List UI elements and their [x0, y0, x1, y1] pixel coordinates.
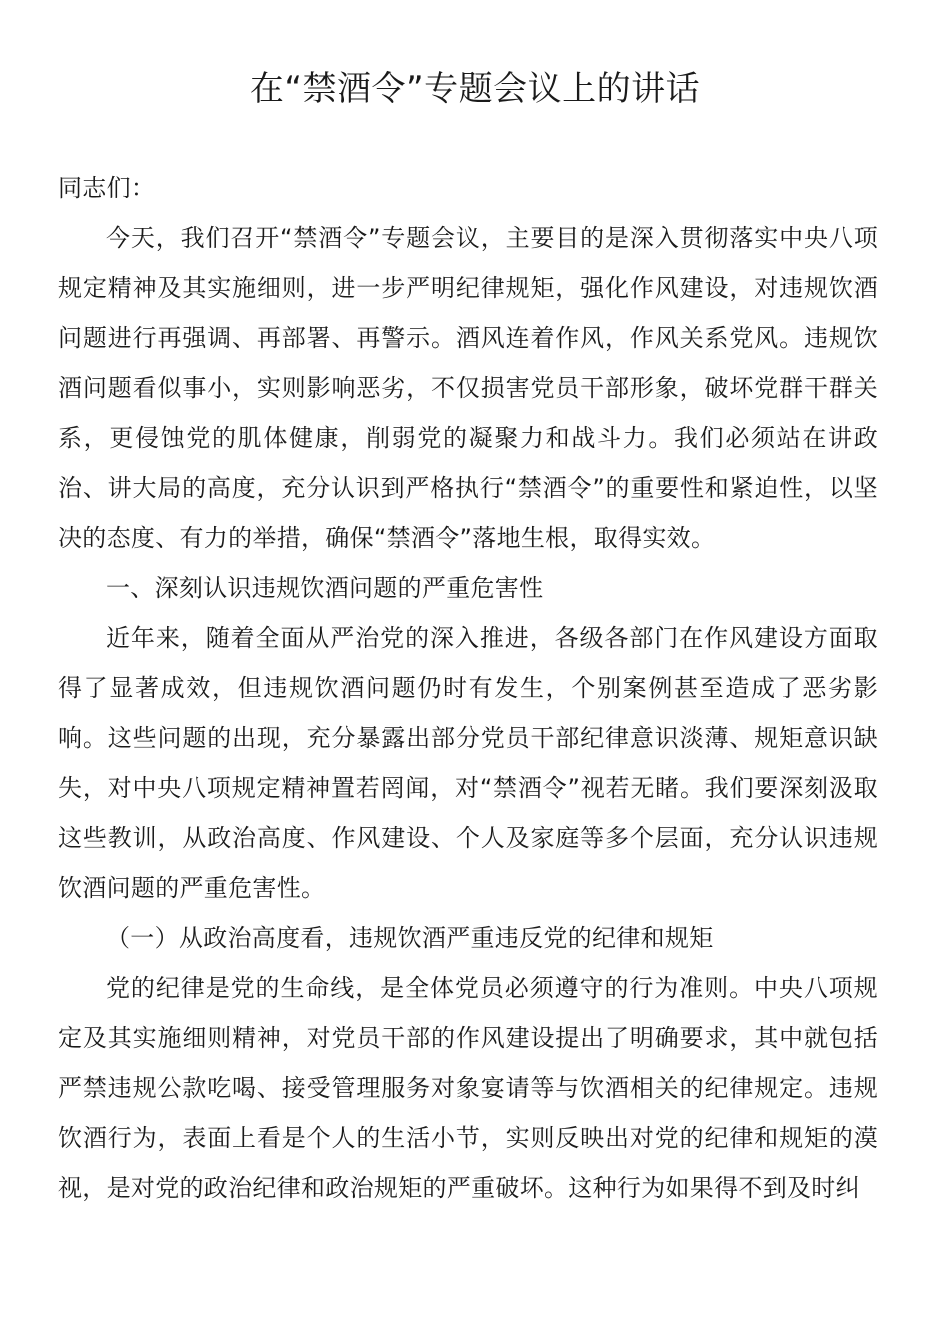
section-heading-1: 一、深刻认识违规饮酒问题的严重危害性	[106, 574, 544, 602]
subsection-heading-1: （一）从政治高度看，违规饮酒严重违反党的纪律和规矩	[106, 924, 714, 952]
document-body	[58, 163, 878, 1213]
salutation: 同志们：	[58, 174, 156, 202]
paragraph-subsection-1: 党的纪律是党的生命线，是全体党员必须遵守的行为准则。中央八项规定及其实施细则精神，对党员干部的作风建设提出了明确要求，其中就包括严禁违规公款吃喝、接受管理服务对象宴请等与饮酒相关的纪律规定。违规饮酒行为，表面上看是个人的生活小节，实则反映出对党的纪律和规矩的漠视，是对党的政治纪律和政治规矩的严重破坏。这种行为如果得不到及时纠	[58, 974, 878, 1202]
document-title: 在“禁酒令”专题会议上的讲话	[249, 69, 701, 109]
paragraph-section-1: 近年来，随着全面从严治党的深入推进，各级各部门在作风建设方面取得了显著成效，但违规饮酒问题仍时有发生，个别案例甚至造成了恶劣影响。这些问题的出现，充分暴露出部分党员干部纪律意识淡薄、规矩意识缺失，对中央八项规定精神置若罔闻，对“禁酒令”视若无睹。我们要深刻汲取这些教训，从政治高度、作风建设、个人及家庭等多个层面，充分认识违规饮酒问题的严重危害性。	[58, 624, 878, 902]
paragraph-intro: 今天，我们召开“禁酒令”专题会议，主要目的是深入贯彻落实中央八项规定精神及其实施细则，进一步严明纪律规矩，强化作风建设，对违规饮酒问题进行再强调、再部署、再警示。酒风连着作风，作风关系党风。违规饮酒问题看似事小，实则影响恶劣，不仅损害党员干部形象，破坏党群干群关系，更侵蚀党的肌体健康，削弱党的凝聚力和战斗力。我们必须站在讲政治、讲大局的高度，充分认识到严格执行“禁酒令”的重要性和紧迫性，以坚决的态度、有力的举措，确保“禁酒令”落地生根，取得实效。	[58, 224, 878, 552]
